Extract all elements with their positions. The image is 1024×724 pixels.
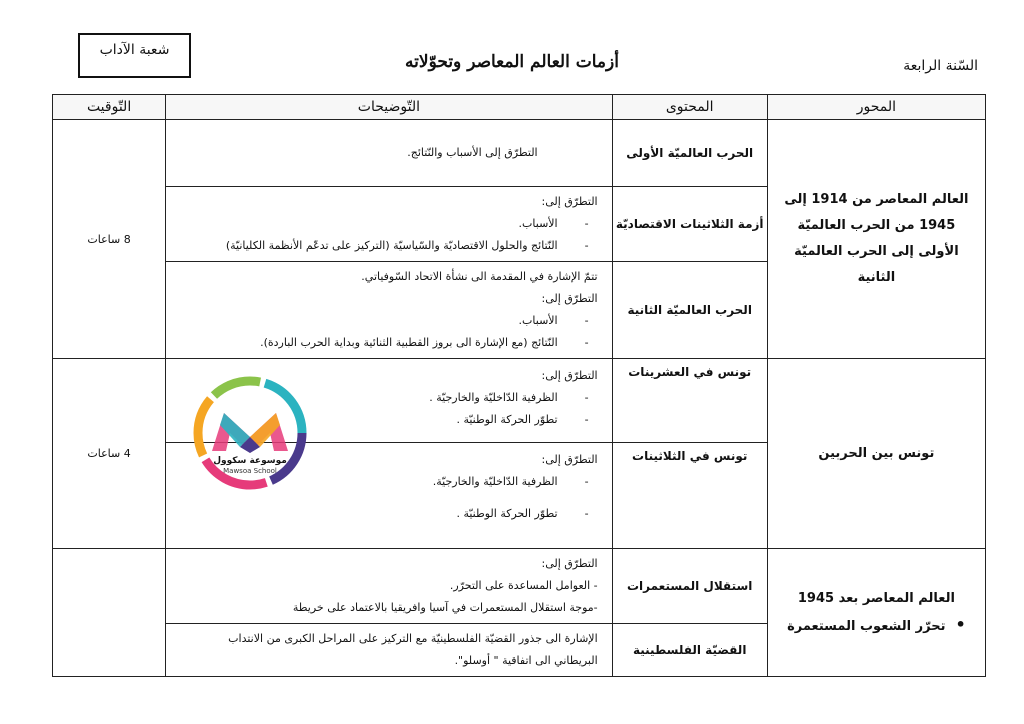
table-row — [53, 549, 986, 624]
explanation-line: البريطاني الى اتفاقية " أوسلو". — [454, 654, 598, 667]
logo-subtext: Mawsoa School — [223, 467, 278, 475]
content-cell: الحرب العالميّة الثانية — [612, 262, 767, 359]
program-table — [52, 94, 986, 677]
header-axis: المحور — [767, 95, 985, 120]
content-cell: الحرب العالميّة الأولى — [612, 120, 767, 187]
table-header-row — [53, 95, 986, 120]
explanation-cell — [166, 359, 612, 475]
logo-text: موسوعة سكوول — [213, 456, 287, 466]
page-title: أزمات العالم المعاصر وتحوّلاته — [405, 52, 619, 72]
explanation-line: - الأسباب. — [174, 310, 597, 332]
explanation-line: - الأسباب. — [174, 213, 597, 235]
explanation-line: - النّتائج (مع الإشارة الى بروز القطبية الثنائية وبداية الحرب الباردة). — [174, 332, 597, 354]
header-explanations: التّوضيحات — [166, 95, 612, 120]
timing-cell — [53, 549, 166, 677]
axis-line: • تحرّر الشعوب المستعمرة — [778, 612, 975, 640]
explanation-cell — [166, 120, 612, 187]
explanation-line: - تطوّر الحركة الوطنيّة . — [174, 503, 597, 525]
explanation-line: التطرّق إلى: — [541, 557, 598, 570]
axis-cell — [767, 549, 985, 677]
explanation-line: - تطوّر الحركة الوطنيّة . — [174, 409, 597, 431]
explanation-line: التطرّق إلى: — [541, 195, 598, 208]
explanation-cell — [166, 262, 612, 359]
content-cell: تونس في العشرينات — [612, 359, 767, 443]
explanation-line: - العوامل المساعدة على التحرّر. — [449, 579, 598, 592]
explanation-line: التطرّق إلى: — [541, 369, 598, 382]
explanation-line: الإشارة الى جذور القضيّة الفلسطينيّة مع التركيز على المراحل الكبرى من الانتداب — [228, 632, 598, 645]
table-row — [53, 359, 986, 443]
axis-cell: العالم المعاصر من 1914 إلى 1945 من الحرب العالميّة الأولى إلى الحرب العالميّة الثانية — [767, 120, 985, 359]
explanation-line: - النّتائج والحلول الاقتصاديّة والسّياسيّة (التركيز على تدعّم الأنظمة الكليانيّة) — [174, 235, 597, 257]
explanation-line: التطرّق إلى: — [541, 292, 598, 305]
explanation-line: تتمّ الإشارة في المقدمة الى نشأة الاتحاد السّوفياتي. — [361, 270, 598, 283]
explanation-cell — [166, 624, 612, 677]
axis-cell: تونس بين الحربين — [767, 359, 985, 549]
explanation-line: التطرّق إلى: — [541, 453, 598, 466]
content-cell: القضيّة الفلسطينية — [612, 624, 767, 677]
explanation-cell — [166, 443, 612, 549]
axis-line: العالم المعاصر بعد 1945 — [797, 590, 955, 606]
explanation-line: التطرّق إلى الأسباب والنّتائج. — [407, 146, 538, 159]
branch-label: شعبة الآداب — [99, 42, 170, 58]
explanation-line: - الظرفية الدّاخليّة والخارجيّة . — [174, 387, 597, 409]
year-label: السّنة الرابعة — [903, 58, 978, 74]
table-row — [53, 120, 986, 187]
content-cell: استقلال المستعمرات — [612, 549, 767, 624]
explanation-line: -موجة استقلال المستعمرات في آسيا وافريقيا بالاعتماد على خريطة — [292, 601, 598, 614]
explanation-cell — [166, 187, 612, 262]
explanation-line: - الظرفية الدّاخليّة والخارجيّة. — [174, 471, 597, 493]
header-timing: التّوقيت — [53, 95, 166, 120]
timing-cell: 4 ساعات — [53, 359, 166, 549]
content-cell: تونس في الثلاثينات — [612, 443, 767, 549]
timing-cell: 8 ساعات — [53, 120, 166, 359]
explanation-cell — [166, 549, 612, 624]
content-cell: أزمة الثلاثينات الاقتصاديّة — [612, 187, 767, 262]
header-content: المحتوى — [612, 95, 767, 120]
